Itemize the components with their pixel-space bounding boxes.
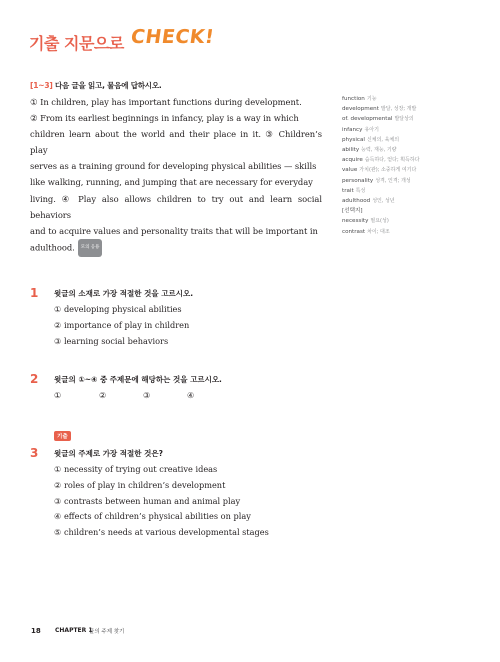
vocab-item: acquire 습득하다, 얻다; 획득하다	[342, 157, 420, 164]
vocab-item: ability 능력, 재능, 기량	[342, 147, 397, 154]
question-text-3: 윗글의 주제로 가장 적절한 것은?	[54, 449, 163, 458]
option[interactable]: ⑤ children’s needs at various developmental stages	[54, 527, 269, 538]
option[interactable]: ②	[99, 390, 107, 400]
instruction-text: 다음 글을 읽고, 물음에 답하시오.	[55, 81, 162, 90]
option[interactable]: ③	[143, 390, 151, 400]
vocab-item: personality 성격, 인격; 개성	[342, 177, 411, 184]
passage-line: serves as a training ground for developing physical abilities — skills	[30, 161, 317, 172]
vocab-item: development 발달, 성장; 개발	[342, 106, 417, 113]
vocab-item: contrast 차이; 대조	[342, 228, 390, 235]
question-range: [1~3]	[30, 81, 53, 90]
vocab-item: of. developmental 발달상의	[342, 116, 414, 123]
vocab-item: value 가치(관); 소중하게 여기다	[342, 167, 417, 174]
question-text-1: 윗글의 소재로 가장 적절한 것을 고르시오.	[54, 289, 194, 298]
vocab-list	[342, 94, 472, 237]
question-text-2: 윗글의 ①~④ 중 주제문에 해당하는 것을 고르시오.	[54, 375, 222, 384]
past-exam-badge: 기출	[54, 431, 71, 441]
chapter-label: CHAPTER 1	[55, 627, 93, 634]
vocab-item: adulthood 성인, 성년	[342, 198, 395, 205]
passage-line: living. ④ Play also allows children to try out and learn social behaviors	[30, 193, 322, 220]
option[interactable]: ② importance of play in children	[54, 319, 190, 330]
option[interactable]: ①	[54, 390, 62, 400]
source-badge: 모의 응용	[78, 239, 103, 257]
option[interactable]: ① developing physical abilities	[54, 304, 182, 314]
vocab-item: infancy 유아기	[342, 126, 379, 133]
question-number-2: 2	[30, 372, 39, 386]
option[interactable]: ④ effects of children’s physical abilities on play	[54, 511, 251, 522]
question-options-1	[54, 302, 189, 349]
vocab-item: physical 신체의, 육체의	[342, 136, 400, 143]
question-options-3	[54, 462, 269, 541]
vocab-item: function 기능	[342, 96, 377, 102]
option[interactable]: ② roles of play in children’s development	[54, 479, 226, 490]
passage-line: ① In children, play has important functions during development.	[30, 97, 302, 107]
instruction	[30, 80, 162, 91]
page-number: 18	[31, 627, 41, 635]
vocab-item: necessity 필요(성)	[342, 218, 389, 225]
check-logo: CHECK!	[129, 26, 216, 48]
passage-line: like walking, running, and jumping that are necessary for everyday	[30, 177, 313, 188]
passage-line: children learn about the world and their place in it. ③ Children’s play	[30, 129, 322, 156]
option[interactable]: ① necessity of trying out creative ideas	[54, 464, 218, 474]
option[interactable]: ③ learning social behaviors	[54, 335, 169, 346]
question-number-1: 1	[30, 286, 39, 300]
vocab-item: trait 특성	[342, 187, 366, 194]
passage-line-last: adulthood. 모의 응용	[30, 239, 322, 257]
vocab-item: [선택지]	[342, 208, 363, 215]
passage-line: and to acquire values and personality traits that will be important in	[30, 225, 318, 236]
section-title: 기출 지문으로	[29, 34, 124, 53]
option[interactable]: ③ contrasts between human and animal play	[54, 495, 241, 506]
passage-line: ② From its earliest beginnings in infancy, play is a way in which	[30, 113, 299, 124]
question-number-3: 3	[30, 446, 39, 460]
option[interactable]: ④	[187, 390, 195, 400]
chapter-subtitle: 글의 주제 찾기	[89, 629, 125, 635]
passage	[30, 94, 322, 257]
